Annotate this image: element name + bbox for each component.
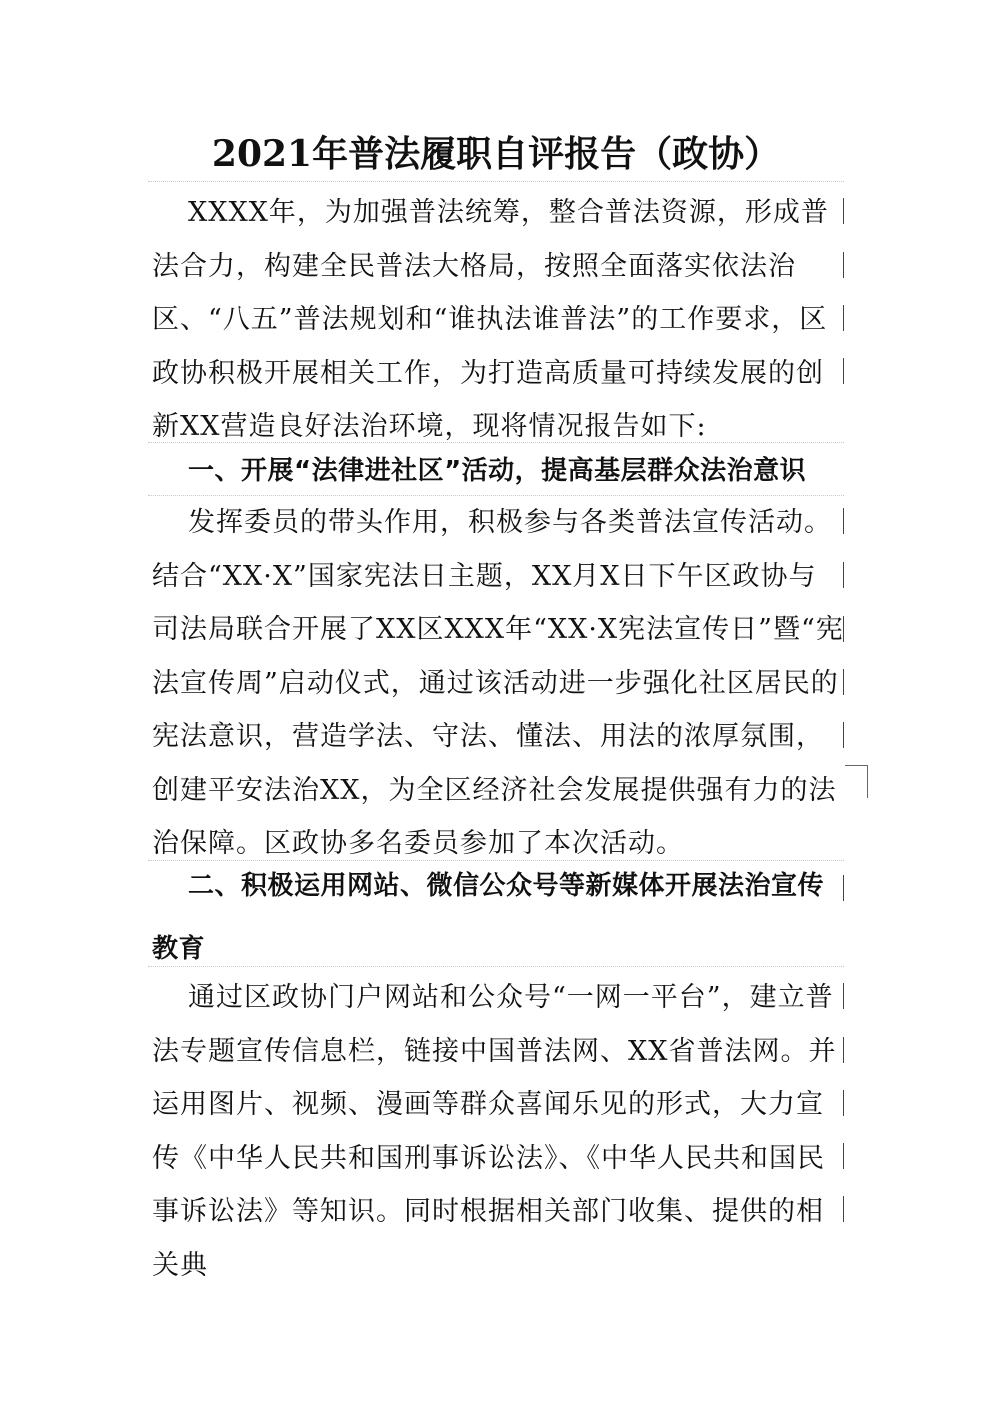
- margin-mark: [843, 508, 844, 534]
- intro-paragraph: XXXX年，为加强普法统筹，整合普法资源，形成普法合力，构建全民普法大格局，按照全面落实依法治区、“八五”普法规划和“谁执法谁普法”的工作要求，区政协积极开展相关工作，为打造高质量可持续发展的创新XX营造良好法治环境，现将情况报告如下:: [152, 197, 829, 442]
- section-2-paragraph: 通过区政协门户网站和公众号“一网一平台”，建立普法专题宣传信息栏，链接中国普法网、XX省普法网。并运用图片、视频、漫画等群众喜闻乐见的形式，大力宣传《中华人民共和国刑事诉讼法》、《中华人民共和国民事诉讼法》等知识。同时根据相关部门收集、提供的相关典: [152, 982, 837, 1281]
- margin-mark: [843, 669, 844, 695]
- margin-mark: [843, 198, 844, 224]
- margin-mark: [843, 722, 844, 748]
- margin-corner-mark: [845, 765, 868, 798]
- section-1-paragraph: 发挥委员的带头作用，积极参与各类普法宣传活动。结合“XX·X”国家宪法日主题，XX月X日下午区政协与司法局联合开展了XX区XXX年“XX·X宪法宣传日”暨“宪法宣传周”启动仪式，通过该活动进一步强化社区居民的宪法意识，营造学法、守法、懂法、用法的浓厚氛围，创建平安法治XX，为全区经济社会发展提供强有力的法治保障。区政协多名委员参加了本次活动。: [152, 507, 844, 859]
- margin-mark: [843, 1090, 844, 1116]
- margin-mark: [843, 1196, 844, 1222]
- section-2-heading: 二、积极运用网站、微信公众号等新媒体开展法治宣传教育: [152, 871, 825, 964]
- margin-mark: [843, 358, 844, 384]
- section-1-heading: 一、开展“法律进社区”活动，提高基层群众法治意识: [188, 456, 807, 486]
- margin-mark: [843, 983, 844, 1009]
- margin-mark: [843, 875, 844, 901]
- document-title: 2021年普法履职自评报告（政协）: [211, 133, 781, 175]
- margin-mark: [843, 1143, 844, 1169]
- divider: [148, 181, 844, 182]
- margin-mark: [843, 252, 844, 278]
- margin-mark: [843, 1037, 844, 1063]
- margin-mark: [843, 305, 844, 331]
- divider: [148, 966, 844, 967]
- margin-mark: [843, 562, 844, 588]
- margin-mark: [843, 616, 844, 642]
